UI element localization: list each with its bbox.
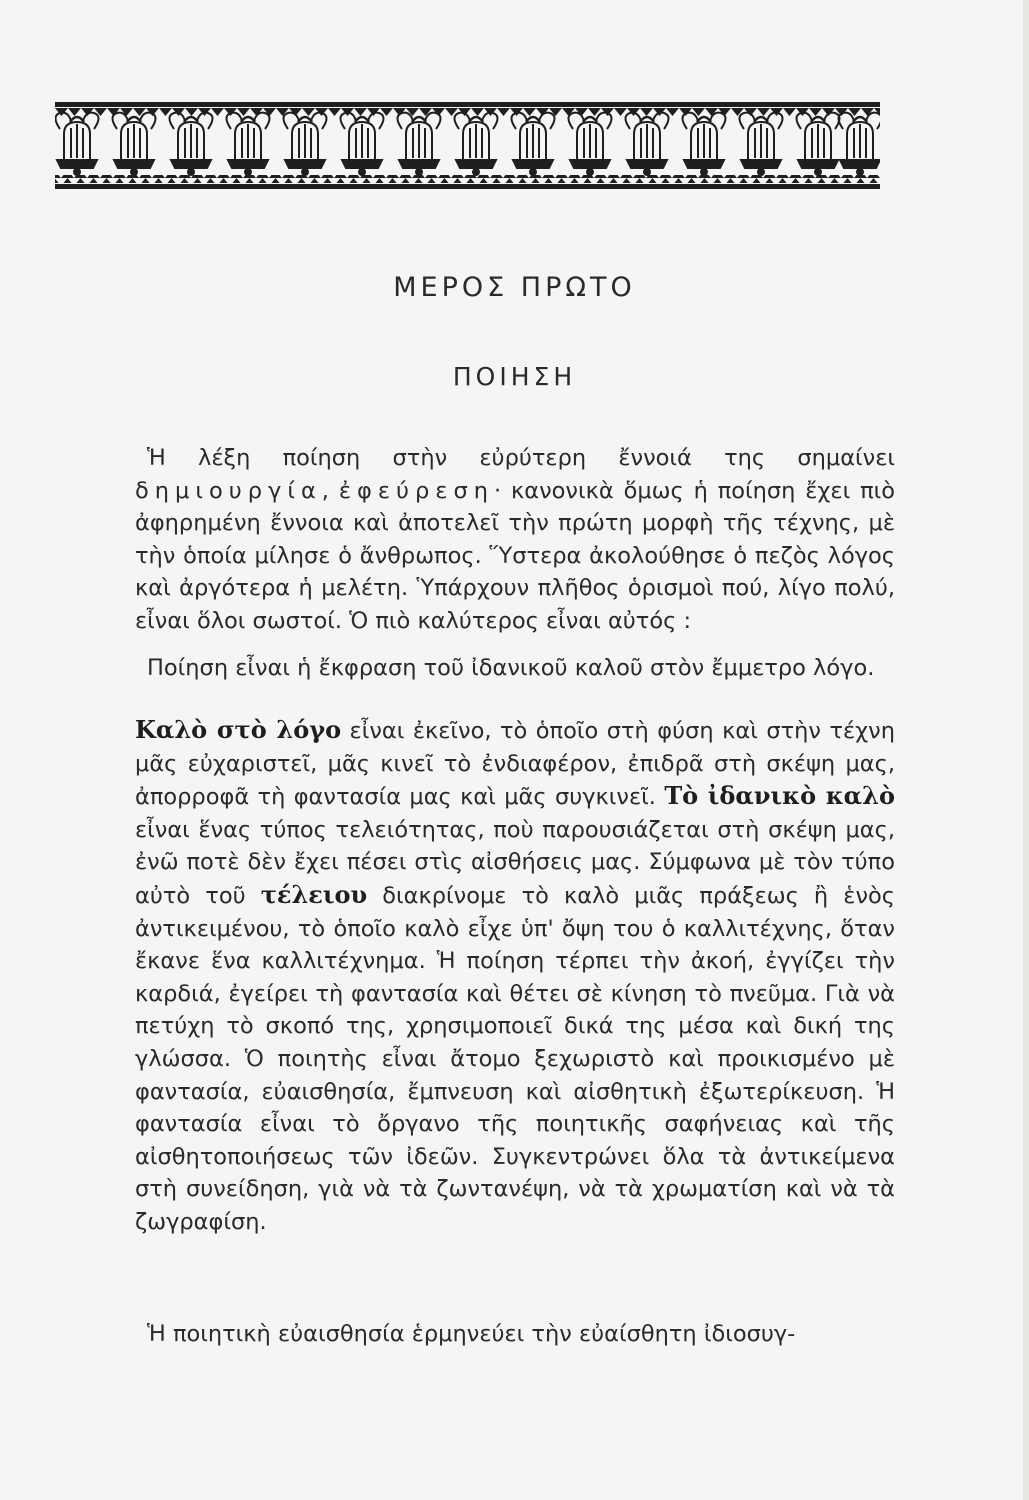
- paragraph-4-block: [135, 1318, 895, 1351]
- bell-row: [56, 113, 881, 175]
- paragraph-3: [135, 714, 895, 1239]
- bold-kalo-sto-logo: Καλὸ στὸ λόγο: [135, 715, 342, 744]
- bold-teleiou: τέλειου: [260, 879, 368, 909]
- term-dimiourgia: δημιουργία: [135, 477, 322, 504]
- bold-idaniko-kalo: Τὸ ἰδανικὸ καλὸ: [664, 781, 895, 811]
- p1-text-c: · κανονικὰ ὅμως ἡ ποίηση ἔχει πιὸ ἀφηρημένη ἔννοια καὶ ἀποτελεῖ τὴν πρώτη μορφὴ τῆς τέχνης, μὲ τὴν ὁποία μίλησε ὁ ἄνθρωπος. Ὕστερα ἀκολούθησε ὁ πεζὸς λόγος καὶ ἀργότερα ἡ μελέτη. Ὑπάρχουν πλῆθος ὁρισμοὶ πού, λίγο πολύ, εἶναι ὅλοι σωστοί. Ὁ πιὸ καλύτερος εἶναι αὐτός :: [135, 477, 895, 634]
- term-efevresi: ἐφεύρεση: [338, 477, 494, 504]
- p1-text-a: Ἡ λέξη ποίηση στὴν εὐρύτερη ἔννοιά της σημαίνει: [147, 445, 895, 471]
- part-title: ΜΕΡΟΣ ΠΡΩΤΟ: [393, 272, 636, 303]
- p3-text-c: διακρίνομε τὸ καλὸ μιᾶς πράξεως ἢ ἑνὸς ἀντικειμένου, τὸ ὁποῖο καλὸ εἶχε ὑπ' ὄψη του ὁ καλλιτέχνης, ὅταν ἔκανε ἕνα καλλιτέχνημα. Ἡ ποίηση τέρπει τὴν ἀκοή, ἐγγίζει τὴν καρδιά, ἐγείρει τὴ φαντασία καὶ θέτει σὲ κίνηση τὸ πνεῦμα. Γιὰ νὰ πετύχη τὸ σκοπό της, χρησιμοποιεῖ δικά της μέσα καὶ δική της γλώσσα. Ὁ ποιητὴς εἶναι ἄτομο ξεχωριστὸ καὶ προικισμένο μὲ φαντασία, εὐαισθησία, ἔμπνευση καὶ αἰσθητικὴ ἐξωτερίκευση. Ἡ φαντασία εἶναι τὸ ὄργανο τῆς ποιητικῆς σαφήνειας καὶ τῆς αἰσθητοποιήσεως τῶν ἰδεῶν. Συγκεντρώνει ὅλα τὰ ἀντικείμενα στὴ συνείδηση, γιὰ νὰ τὰ ζωντανέψη, νὰ τὰ χρωματίση καὶ νὰ τὰ ζωγραφίση.: [135, 882, 895, 1235]
- paragraph-4: Ἡ ποιητικὴ εὐαισθησία ἑρμηνεύει τὴν εὐαίσθητη ἰδιοσυγ-: [147, 1321, 796, 1347]
- p3-text-b: εἶναι ἕνας τύπος τελειότητας, ποὺ παρουσιάζεται στὴ σκέψη μας, ἐνῶ ποτὲ δὲν ἔχει πέσει στὶς αἰσθήσεις μας. Σύμφωνα μὲ τὸν τύπο αὐτὸ τοῦ: [135, 816, 895, 909]
- p3-text-a: εἶναι ἐκεῖνο, τὸ ὁποῖο στὴ φύση καὶ στὴν τέχνη μᾶς εὐχαριστεῖ, μᾶς κινεῖ τὸ ἐνδιαφέρον, ἐπιδρᾶ στὴ σκέψη μας, ἀπορροφᾶ τὴ φαντασία μας καὶ μᾶς συγκινεῖ.: [135, 718, 895, 811]
- section-title: ΠΟΙΗΣΗ: [452, 362, 577, 391]
- paragraph-2-block: [135, 652, 895, 685]
- p1-text-b: ,: [321, 477, 339, 504]
- paragraph-3-block: [135, 714, 895, 1239]
- bell-ornament-border: [55, 100, 880, 192]
- paragraph-1: [135, 442, 895, 638]
- paragraph-1-block: [135, 442, 895, 638]
- page-edge: [1023, 0, 1029, 1500]
- paragraph-2: Ποίηση εἶναι ἡ ἔκφραση τοῦ ἰδανικοῦ καλοῦ στὸν ἔμμετρο λόγο.: [147, 655, 875, 681]
